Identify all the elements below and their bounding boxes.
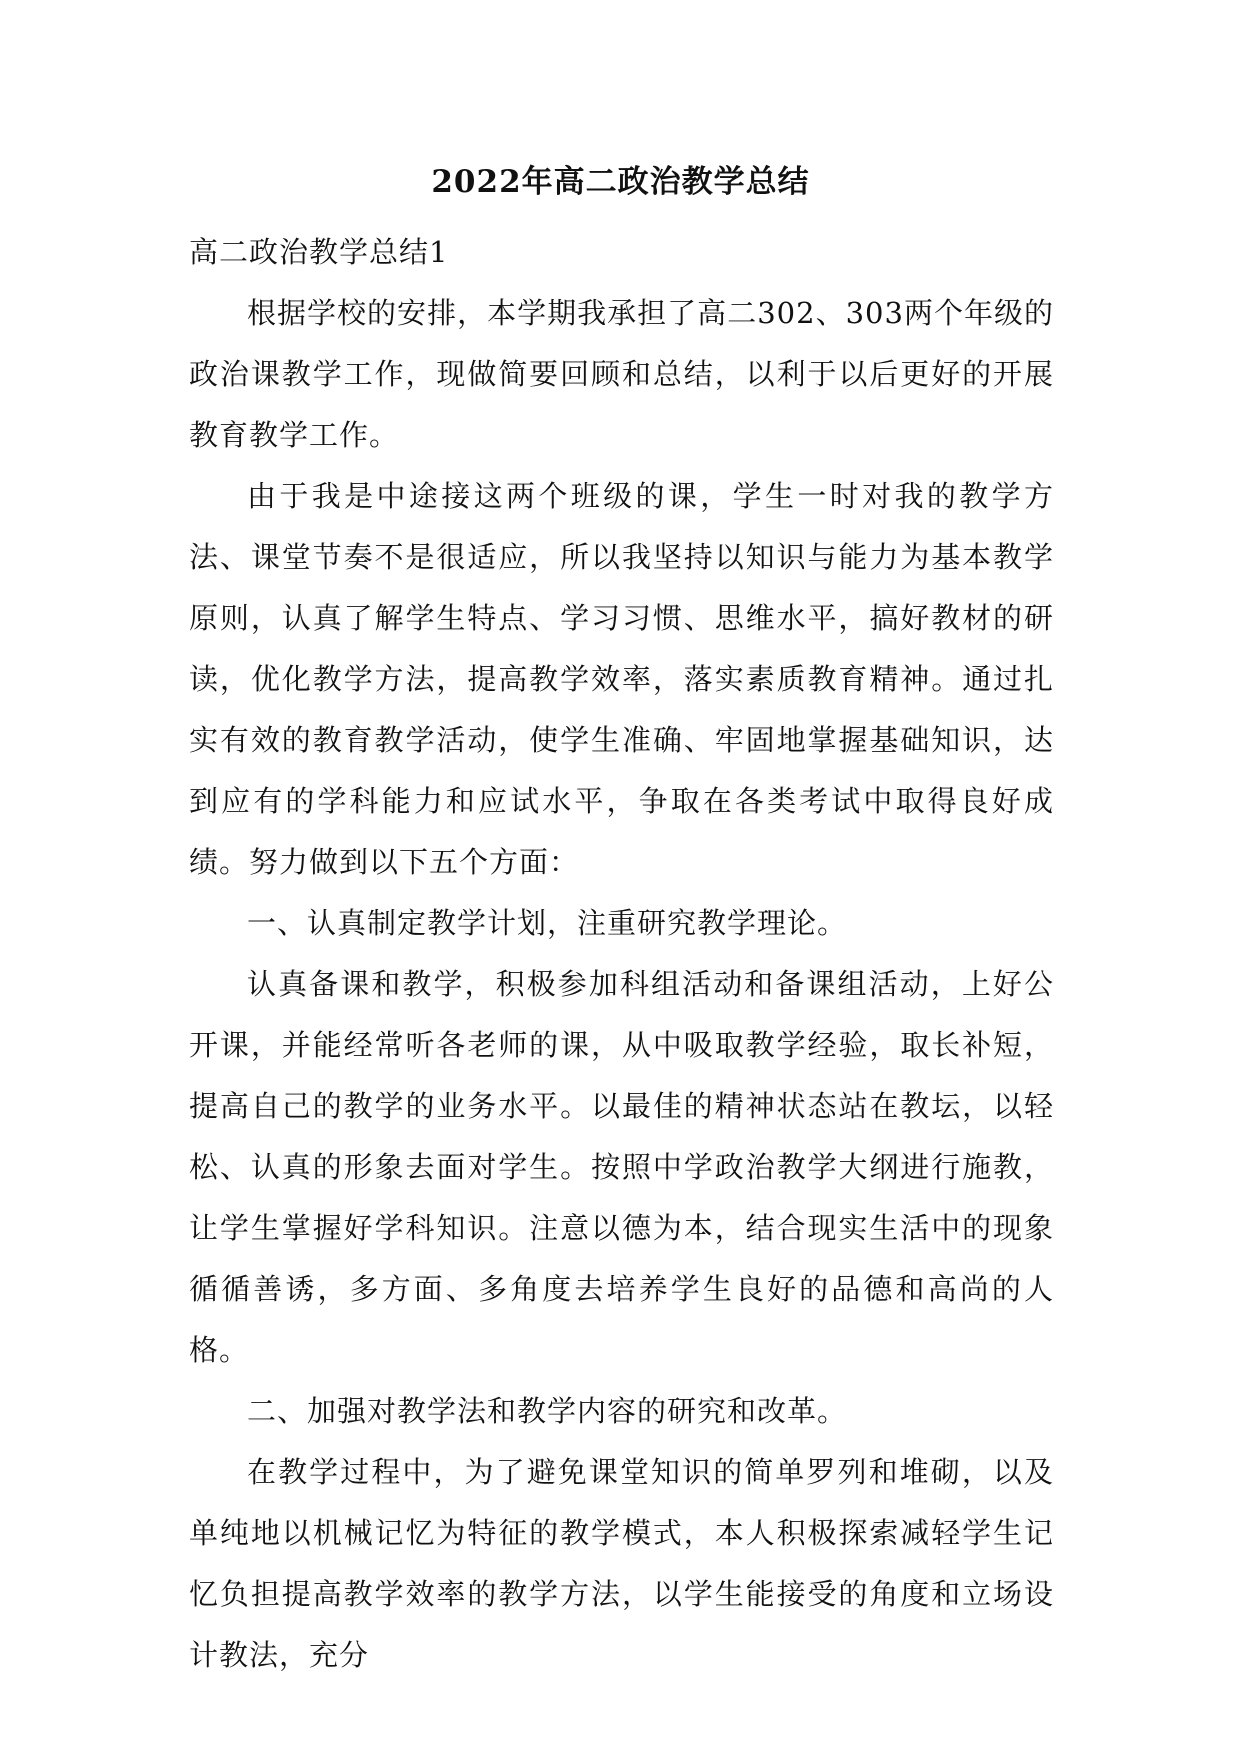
document-title: 2022年高二政治教学总结 — [431, 164, 810, 200]
section-subtitle: 高二政治教学总结1 — [189, 235, 449, 269]
document-body — [189, 222, 1054, 1686]
paragraph: 认真备课和教学，积极参加科组活动和备课组活动，上好公开课，并能经常听各老师的课，从中吸取教学经验，取长补短，提高自己的教学的业务水平。以最佳的精神状态站在教坛，以轻松、认真的形象去面对学生。按照中学政治教学大纲进行施教，让学生掌握好学科知识。注意以德为本，结合现实生活中的现象循循善诱，多方面、多角度去培养学生良好的品德和高尚的人格。 — [189, 967, 1054, 1367]
paragraph: 根据学校的安排，本学期我承担了高二302、303两个年级的政治课教学工作，现做简要回顾和总结，以利于以后更好的开展教育教学工作。 — [189, 296, 1054, 452]
section-heading: 一、认真制定教学计划，注重研究教学理论。 — [247, 906, 848, 940]
section-heading: 二、加强对教学法和教学内容的研究和改革。 — [247, 1394, 848, 1428]
paragraph: 在教学过程中，为了避免课堂知识的简单罗列和堆砌，以及单纯地以机械记忆为特征的教学模式，本人积极探索减轻学生记忆负担提高教学效率的教学方法，以学生能接受的角度和立场设计教法，充分 — [189, 1455, 1054, 1672]
paragraph: 由于我是中途接这两个班级的课，学生一时对我的教学方法、课堂节奏不是很适应，所以我坚持以知识与能力为基本教学原则，认真了解学生特点、学习习惯、思维水平，搞好教材的研读，优化教学方法，提高教学效率，落实素质教育精神。通过扎实有效的教育教学活动，使学生准确、牢固地掌握基础知识，达到应有的学科能力和应试水平，争取在各类考试中取得良好成绩。努力做到以下五个方面： — [189, 479, 1054, 879]
